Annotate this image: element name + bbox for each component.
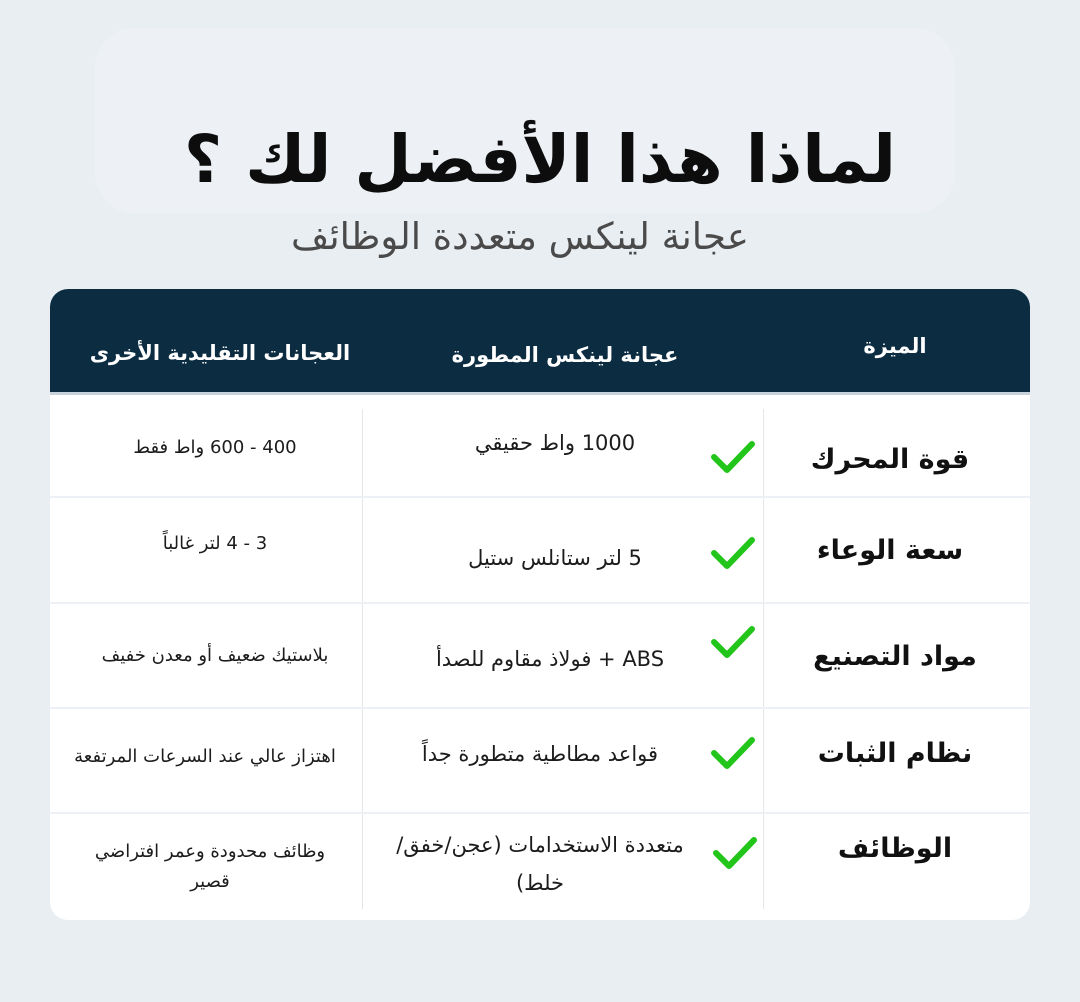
feature-label: الوظائف [837, 833, 953, 864]
row-divider [50, 496, 1030, 498]
traditional-value: وظائف محدودة وعمر افتراضي قصير [94, 841, 326, 892]
check-icon [712, 834, 758, 872]
row-divider [50, 812, 1030, 814]
column-header-linex: عجانة لينكس المطورة [451, 343, 679, 367]
comparison-table [50, 289, 1030, 920]
traditional-value: 3 - 4 لتر غالباً [162, 533, 268, 554]
row-divider [50, 707, 1030, 709]
column-header-feature: الميزة [863, 334, 927, 358]
linex-value: 5 لتر ستانلس ستيل [468, 546, 642, 570]
check-icon [710, 534, 756, 572]
column-divider [763, 409, 764, 909]
page-subtitle: عجانة لينكس متعددة الوظائف [291, 215, 749, 258]
page-title: لماذا هذا الأفضل لك ؟ [183, 121, 897, 198]
row-divider [50, 602, 1030, 604]
feature-label: سعة الوعاء [816, 535, 964, 566]
linex-value: متعددة الاستخدامات (عجن/خفق/خلط) [396, 833, 684, 895]
traditional-value: بلاستيك ضعيف أو معدن خفيف [101, 645, 329, 666]
linex-value: قواعد مطاطية متطورة جداً [421, 742, 659, 766]
linex-value: ABS + فولاذ مقاوم للصدأ [435, 647, 665, 671]
check-icon [710, 734, 756, 772]
feature-label: مواد التصنيع [813, 641, 977, 672]
traditional-value: اهتزاز عالي عند السرعات المرتفعة [74, 746, 336, 767]
column-header-traditional: العجانات التقليدية الأخرى [89, 341, 351, 365]
check-icon [710, 623, 756, 661]
column-divider [362, 409, 363, 909]
check-icon [710, 438, 756, 476]
feature-label: نظام الثبات [817, 738, 973, 769]
traditional-value: 400 - 600 واط فقط [133, 437, 297, 458]
table-header [50, 289, 1030, 395]
linex-value: 1000 واط حقيقي [474, 431, 636, 455]
feature-label: قوة المحرك [810, 444, 970, 475]
